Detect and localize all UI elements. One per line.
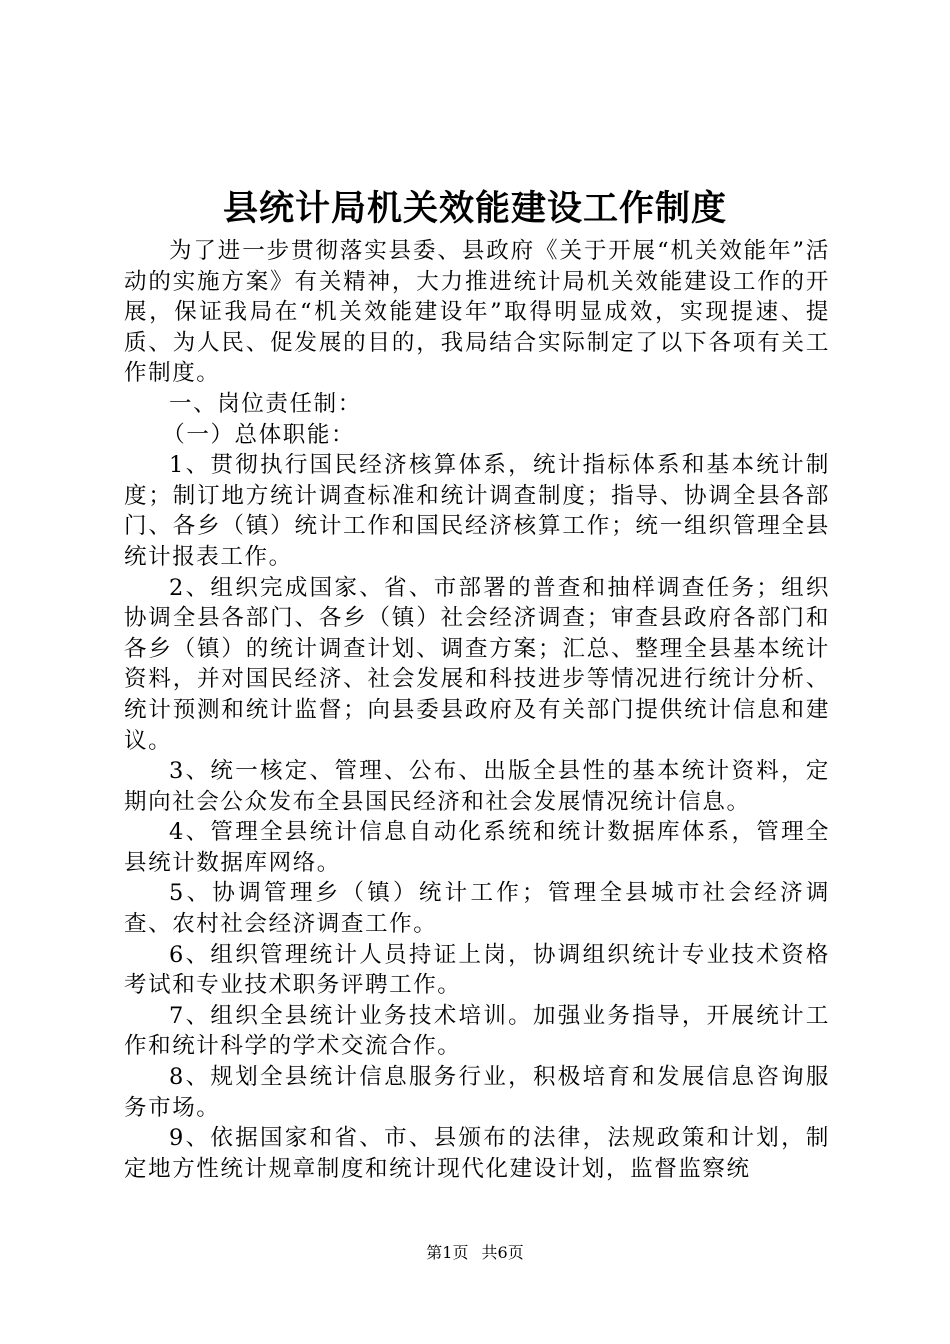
paragraph-intro: 为了进一步贯彻落实县委、县政府《关于开展“机关效能年”活动的实施方案》有关精神，大力推进统计局机关效能建设工作的开展，保证我局在“机关效能建设年”取得明显成效，实现提速、提质、为人民、促发展的目的，我局结合实际制定了以下各项有关工作制度。 xyxy=(124,238,830,387)
list-item: 6、组织管理统计人员持证上岗，协调组织统计专业技术资格考试和专业技术职务评聘工作。 xyxy=(124,941,830,999)
list-item: 3、统一核定、管理、公布、出版全县性的基本统计资料，定期向社会公众发布全县国民经济和社会发展情况统计信息。 xyxy=(124,758,830,815)
document-body xyxy=(124,236,830,1186)
subsection-heading: （一）总体职能： xyxy=(162,421,356,448)
list-item: 7、组织全县统计业务技术培训。加强业务指导，开展统计工作和统计科学的学术交流合作。 xyxy=(124,1002,830,1060)
document-title: 县统计局机关效能建设工作制度 xyxy=(222,189,727,229)
list-item: 9、依据国家和省、市、县颁布的法律，法规政策和计划，制定地方性统计规章制度和统计现代化建设计划，监督监察统 xyxy=(124,1125,830,1182)
list-item: 4、管理全县统计信息自动化系统和统计数据库体系，管理全县统计数据库网络。 xyxy=(124,819,830,876)
page-total: 共6页 xyxy=(481,1243,524,1262)
list-item: 5、协调管理乡（镇）统计工作；管理全县城市社会经济调查、农村社会经济调查工作。 xyxy=(124,880,830,938)
page-number: 第1页 xyxy=(426,1243,469,1262)
list-item: 1、贯彻执行国民经济核算体系，统计指标体系和基本统计制度；制订地方统计调查标准和统计调查制度；指导、协调全县各部门、各乡（镇）统计工作和国民经济核算工作；统一组织管理全县统计报表工作。 xyxy=(124,452,830,570)
list-item: 2、组织完成国家、省、市部署的普查和抽样调查任务；组织协调全县各部门、各乡（镇）社会经济调查；审查县政府各部门和各乡（镇）的统计调查计划、调查方案；汇总、整理全县基本统计资料，并对国民经济、社会发展和科技进步等情况进行统计分析、统计预测和统计监督；向县委县政府及有关部门提供统计信息和建议。 xyxy=(124,574,830,754)
section-heading: 一、岗位责任制： xyxy=(169,390,362,417)
list-item: 8、规划全县统计信息服务行业，积极培育和发展信息咨询服务市场。 xyxy=(124,1064,830,1121)
page-footer xyxy=(0,1243,950,1263)
